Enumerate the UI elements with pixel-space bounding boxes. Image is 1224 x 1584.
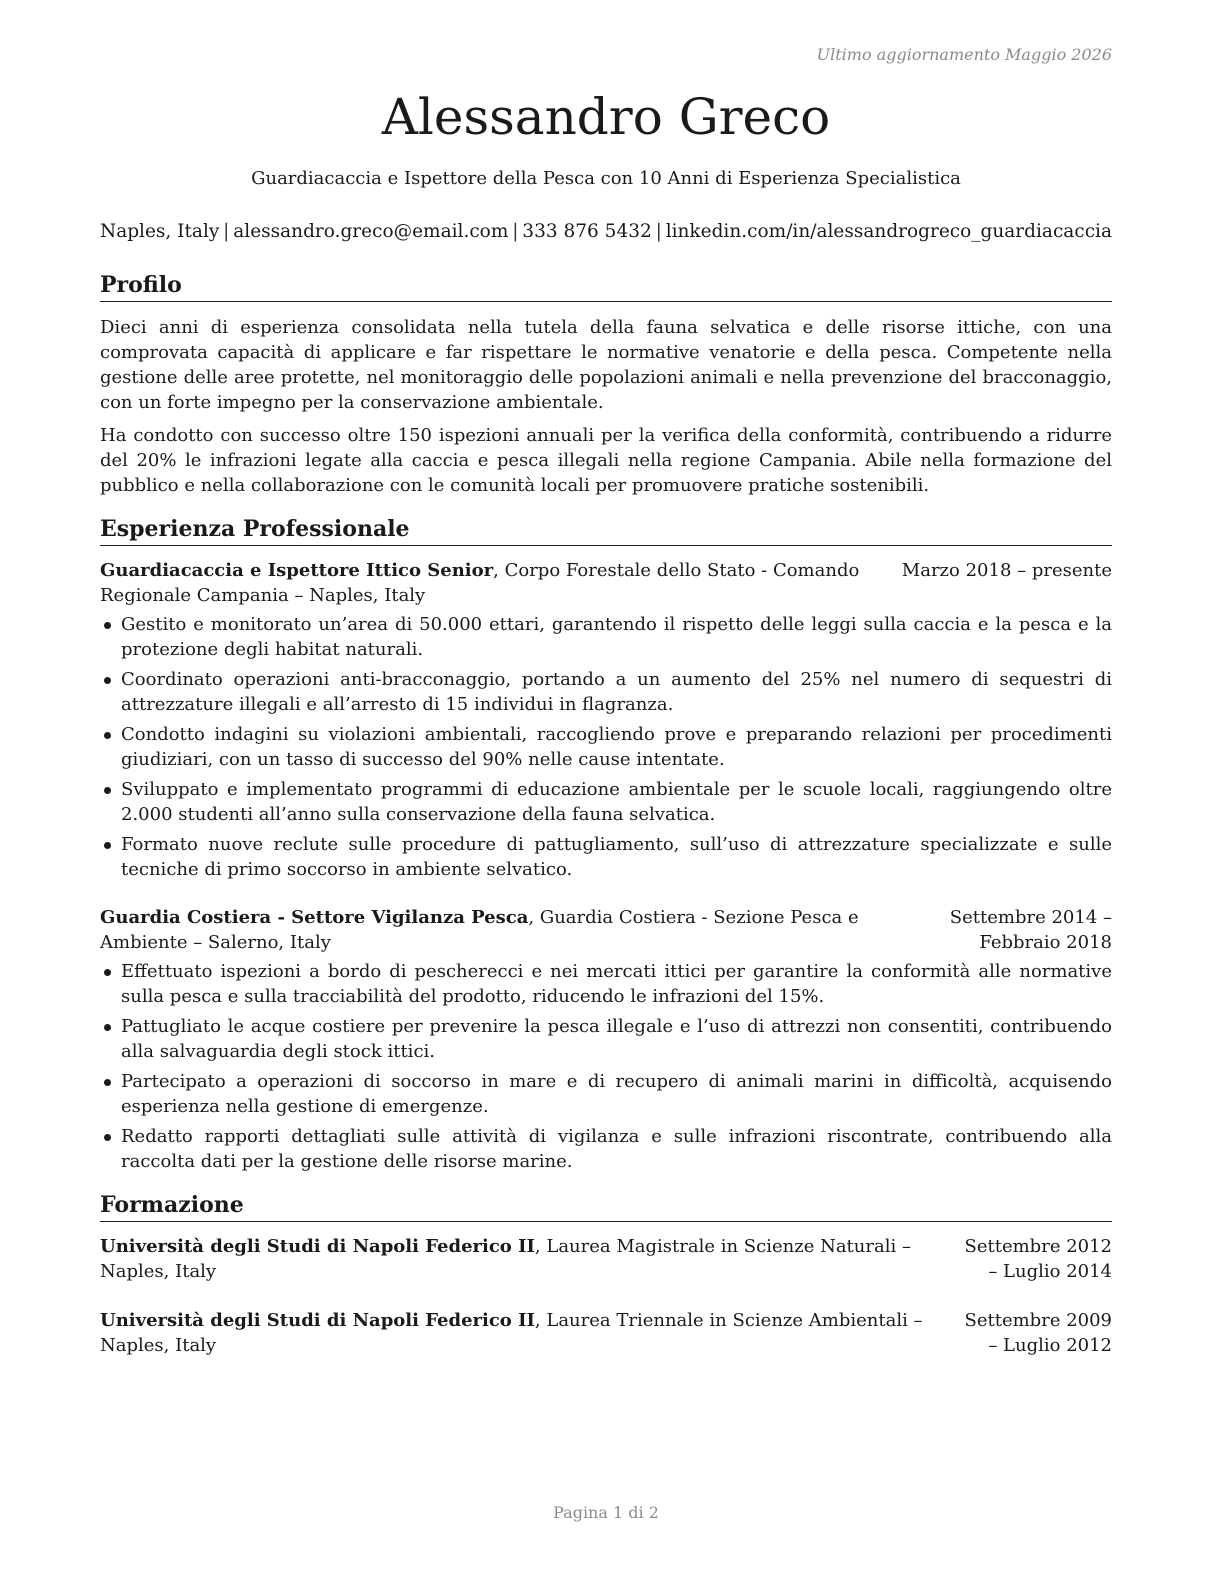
candidate-name: Alessandro Greco <box>381 88 831 146</box>
candidate-subtitle: Guardiacaccia e Ispettore della Pesca con 10 Anni di Esperienza Specialistica <box>251 168 961 189</box>
contact-separator: | <box>512 221 519 242</box>
entry-title <box>100 905 862 955</box>
section-title-experience: Esperienza Professionale <box>100 515 1112 546</box>
experience-entry <box>100 558 1112 887</box>
job-role: Guardiacaccia e Ispettore Ittico Senior <box>100 560 494 581</box>
list-item: Condotto indagini su violazioni ambientali, raccogliendo prove e preparando relazioni per procedimenti giudiziari, con un tasso di successo del 90% nelle cause intentate. <box>100 722 1112 772</box>
entry-header <box>100 1308 1112 1358</box>
list-item: Redatto rapporti dettagliati sulle attività di vigilanza e sulle infrazioni riscontrate, contribuendo alla raccolta dati per la gestione delle risorse marine. <box>100 1124 1112 1174</box>
list-item: Sviluppato e implementato programmi di educazione ambientale per le scuole locali, raggiungendo oltre 2.000 studenti all’anno sulla conservazione della fauna selvatica. <box>100 777 1112 827</box>
entry-header <box>100 558 1112 608</box>
entry-header <box>100 1234 1112 1284</box>
education-dates: Settembre 2012 – Luglio 2014 <box>964 1236 1112 1282</box>
experience-entry <box>100 905 1112 1179</box>
section-title-education: Formazione <box>100 1191 1112 1222</box>
contact-separator: | <box>223 221 230 242</box>
entry-title <box>100 558 888 608</box>
profile-paragraph: Ha condotto con successo oltre 150 ispezioni annuali per la verifica della conformità, contribuendo a ridurre del 20% le infrazioni legate alla caccia e pesca illegali nella regione Campania. Abile nella formazione del pubblico e nella collaborazione con le comunità locali per promuovere pratiche sostenibili. <box>100 425 1112 496</box>
list-item: Partecipato a operazioni di soccorso in mare e di recupero di animali marini in difficoltà, acquisendo esperienza nella gestione di emergenze. <box>100 1069 1112 1119</box>
contact-email[interactable]: alessandro.greco@email.com <box>233 221 509 242</box>
job-bullets <box>100 612 1112 882</box>
job-organization: , Corpo Forestale dello Stato - Comando Regionale Campania – Naples, Italy <box>100 560 860 606</box>
education-entry <box>100 1308 1112 1358</box>
contact-separator: | <box>655 221 662 242</box>
list-item: Formato nuove reclute sulle procedure di pattugliamento, sull’uso di attrezzature specializzate e sulle tecniche di primo soccorso in ambiente selvatico. <box>100 832 1112 882</box>
school-name: Università degli Studi di Napoli Federico II <box>100 1236 535 1257</box>
job-dates: Settembre 2014 – Febbraio 2018 <box>949 907 1112 953</box>
job-bullets <box>100 959 1112 1174</box>
resume-page <box>100 0 1112 1584</box>
education-entry <box>100 1234 1112 1284</box>
school-name: Università degli Studi di Napoli Federico II <box>100 1310 535 1331</box>
page-number: Pagina 1 di 2 <box>553 1503 659 1522</box>
contact-linkedin[interactable]: linkedin.com/in/alessandrogreco_guardiacaccia <box>665 221 1112 242</box>
contact-phone: 333 876 5432 <box>522 221 652 242</box>
degree-name: , Laurea Magistrale in Scienze Naturali – Naples, Italy <box>100 1236 911 1282</box>
list-item: Coordinato operazioni anti-bracconaggio, portando a un aumento del 25% nel numero di sequestri di attrezzature illegali e all’arresto di 15 individui in flagranza. <box>100 667 1112 717</box>
job-role: Guardia Costiera - Settore Vigilanza Pesca <box>100 907 529 928</box>
contact-location: Naples, Italy <box>100 221 220 242</box>
list-item: Effettuato ispezioni a bordo di pescherecci e nei mercati ittici per garantire la conformità alle normative sulla pesca e sulla tracciabilità del prodotto, riducendo le infrazioni del 15%. <box>100 959 1112 1009</box>
list-item: Gestito e monitorato un’area di 50.000 ettari, garantendo il rispetto delle leggi sulla caccia e la pesca e la protezione degli habitat naturali. <box>100 612 1112 662</box>
contact-line <box>100 219 1112 245</box>
entry-title <box>100 1308 948 1358</box>
section-title-profile: Profilo <box>100 271 1112 302</box>
profile-section <box>100 315 1112 498</box>
entry-title <box>100 1234 948 1284</box>
job-dates: Marzo 2018 – presente <box>901 560 1112 581</box>
job-organization: , Guardia Costiera - Sezione Pesca e Ambiente – Salerno, Italy <box>100 907 859 953</box>
profile-paragraph: Dieci anni di esperienza consolidata nella tutela della fauna selvatica e delle risorse ittiche, con una comprovata capacità di applicare e far rispettare le normative venatorie e della pesca. Competente nella gestione delle aree protette, nel monitoraggio delle popolazioni animali e nella prevenzione del bracconaggio, con un forte impegno per la conservazione ambientale. <box>100 317 1112 413</box>
list-item: Pattugliato le acque costiere per prevenire la pesca illegale e l’uso di attrezzi non consentiti, contribuendo alla salvaguardia degli stock ittici. <box>100 1014 1112 1064</box>
entry-header <box>100 905 1112 955</box>
last-updated: Ultimo aggiornamento Maggio 2026 <box>816 45 1112 64</box>
degree-name: , Laurea Triennale in Scienze Ambientali – Naples, Italy <box>100 1310 923 1356</box>
education-dates: Settembre 2009 – Luglio 2012 <box>964 1310 1112 1356</box>
